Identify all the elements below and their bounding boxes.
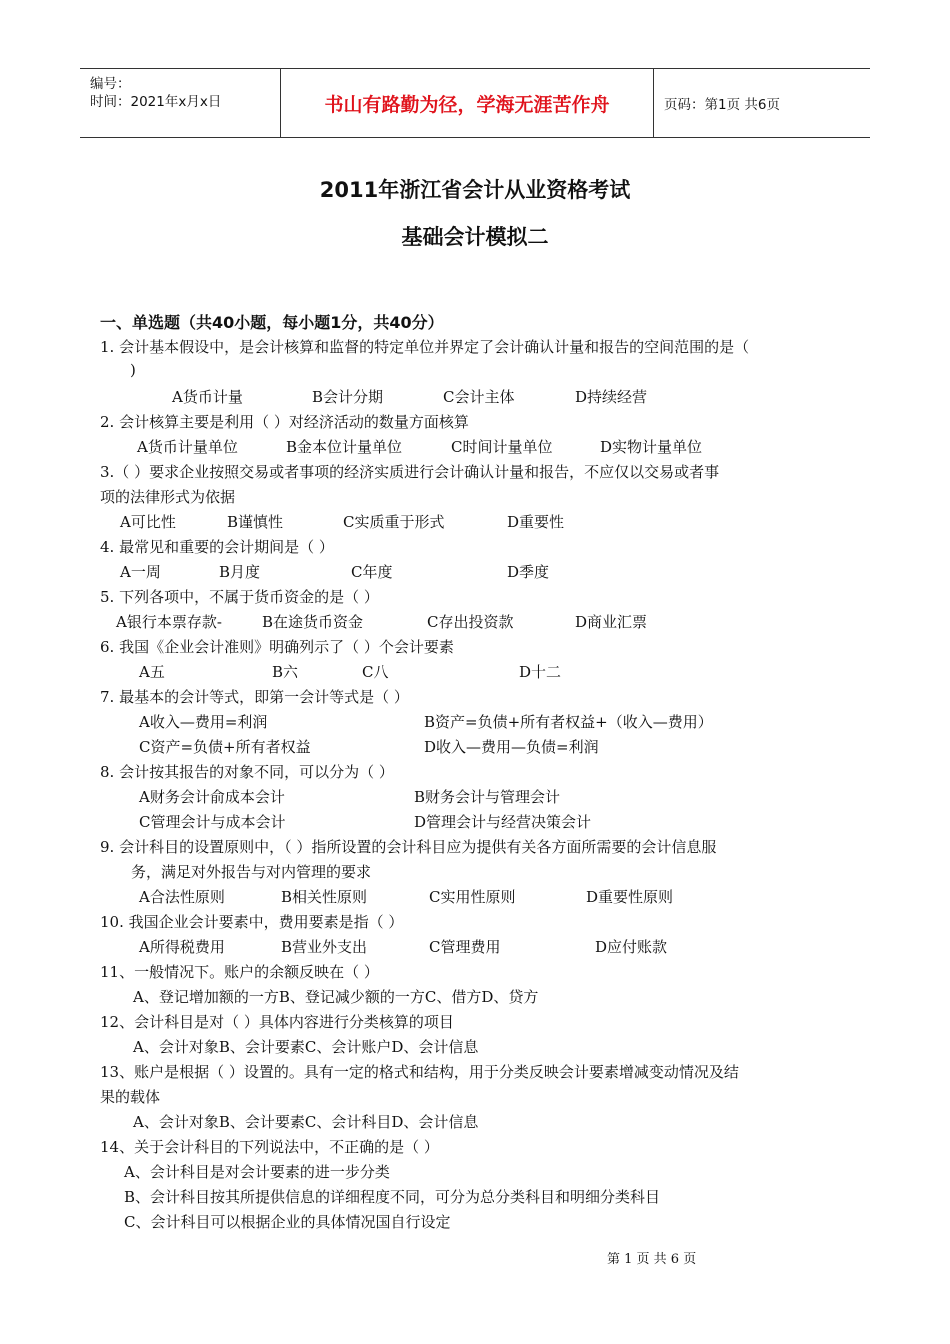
question-text-line: C年度: [351, 563, 393, 581]
question-text-line: 9. 会计科目的设置原则中，（ ）指所设置的会计科目应为提供有关各方面所需要的会计信息服: [100, 838, 717, 856]
question-text-line: C存出投资款: [427, 613, 514, 631]
question-text-line: D收入—费用—负债=利润: [424, 738, 599, 756]
question-text-line: C资产=负债+所有者权益: [139, 738, 311, 756]
question-text-line: B谨慎性: [227, 513, 284, 531]
section-heading: 一、单选题（共40小题，每小题1分，共40分）: [100, 313, 444, 332]
question-text-line: A货币计量: [172, 388, 243, 406]
question-text-line: 果的载体: [100, 1088, 161, 1106]
question-text-line: D商业汇票: [575, 613, 648, 631]
question-text-line: ): [130, 361, 136, 379]
document-subtitle: 基础会计模拟二: [401, 225, 549, 249]
question-text-line: 14、关于会计科目的下列说法中，不正确的是（ ）: [100, 1138, 439, 1156]
question-text-line: B会计分期: [312, 388, 384, 406]
question-text-line: D季度: [507, 563, 550, 581]
question-text-line: C时间计量单位: [451, 438, 553, 456]
question-text-line: D应付账款: [595, 938, 668, 956]
question-text-line: B六: [272, 663, 299, 681]
question-text-line: A可比性: [120, 513, 176, 531]
document-header: [80, 68, 870, 138]
question-text-line: B在途货币资金: [262, 613, 364, 631]
question-text-line: 6. 我国《企业会计准则》明确列示了（ ）个会计要素: [100, 638, 454, 656]
question-text-line: D重要性: [507, 513, 565, 531]
question-text-line: C实用性原则: [429, 888, 516, 906]
question-text-line: A所得税费用: [139, 938, 225, 956]
question-text-line: B营业外支出: [281, 938, 368, 956]
question-text-line: A银行本票存款-: [116, 613, 222, 631]
question-text-line: 13、账户是根据（ ）设置的。具有一定的格式和结构，用于分类反映会计要素增减变动情况及结: [100, 1063, 739, 1081]
question-text-line: B月度: [219, 563, 261, 581]
question-text-line: B财务会计与管理会计: [414, 788, 561, 806]
question-text-line: C会计主体: [443, 388, 515, 406]
header-motto: 书山有路勤为径，学海无涯苦作舟: [281, 69, 654, 137]
question-text-line: 10. 我国企业会计要素中，费用要素是指（ ）: [100, 913, 404, 931]
question-text-line: A五: [139, 663, 165, 681]
question-text-line: 1. 会计基本假设中，是会计核算和监督的特定单位并界定了会计确认计量和报告的空间范围的是（: [100, 338, 750, 356]
document-title: 2011年浙江省会计从业资格考试: [319, 178, 631, 202]
question-text-line: 4. 最常见和重要的会计期间是（ ）: [100, 538, 334, 556]
question-text-line: 11、一般情况下。账户的余额反映在（ ）: [100, 963, 379, 981]
question-text-line: A、会计对象B、会计要素C、会计账户D、会计信息: [133, 1038, 479, 1056]
question-text-line: 8. 会计按其报告的对象不同，可以分为（ ）: [100, 763, 394, 781]
question-text-line: 项的法律形式为依据: [100, 488, 236, 506]
question-text-line: C管理费用: [429, 938, 501, 956]
question-text-line: C八: [362, 663, 389, 681]
question-text-line: A、会计对象B、会计要素C、会计科目D、会计信息: [133, 1113, 479, 1131]
question-text-line: C管理会计与成本会计: [139, 813, 286, 831]
question-text-line: B资产=负债+所有者权益+（收入—费用）: [424, 713, 713, 731]
question-text-line: A、会计科目是对会计要素的进一步分类: [124, 1163, 390, 1181]
question-text-line: D实物计量单位: [600, 438, 703, 456]
question-text-line: D持续经营: [575, 388, 648, 406]
question-text-line: B金本位计量单位: [286, 438, 403, 456]
header-page-info: 页码：第1页 共6页: [664, 97, 780, 113]
question-text-line: A财务会计俞成本会计: [139, 788, 285, 806]
question-text-line: 12、会计科目是对（ ）具体内容进行分类核算的项目: [100, 1013, 454, 1031]
question-text-line: A一周: [120, 563, 161, 581]
header-meta: [80, 69, 281, 137]
question-text-line: C实质重于形式: [343, 513, 445, 531]
question-text-line: B相关性原则: [281, 888, 368, 906]
question-text-line: D十二: [519, 663, 562, 681]
question-text-line: D管理会计与经营决策会计: [414, 813, 592, 831]
question-text-line: A合法性原则: [139, 888, 225, 906]
number-label: 编号：: [90, 76, 131, 92]
question-text-line: A、登记增加额的一方B、登记减少额的一方C、借方D、贷方: [133, 988, 539, 1006]
page-footer: 第 1 页 共 6 页: [607, 1252, 697, 1267]
question-text-line: 2. 会计核算主要是利用（ ）对经济活动的数量方面核算: [100, 413, 469, 431]
question-text-line: A货币计量单位: [137, 438, 238, 456]
question-text-line: D重要性原则: [586, 888, 674, 906]
question-text-line: C、会计科目可以根据企业的具体情况国自行设定: [124, 1213, 451, 1231]
question-text-line: 3.（ ）要求企业按照交易或者事项的经济实质进行会计确认计量和报告，不应仅以交易或者事: [100, 463, 720, 481]
question-text-line: B、会计科目按其所提供信息的详细程度不同，可分为总分类科目和明细分类科目: [124, 1188, 661, 1206]
question-text-line: 务，满足对外报告与对内管理的要求: [131, 863, 372, 881]
question-text-line: 7. 最基本的会计等式，即第一会计等式是（ ）: [100, 688, 409, 706]
question-text-line: 5. 下列各项中，不属于货币资金的是（ ）: [100, 588, 379, 606]
question-text-line: A收入—费用=利润: [139, 713, 268, 731]
date-label: 时间：2021年x月x日: [90, 94, 222, 110]
